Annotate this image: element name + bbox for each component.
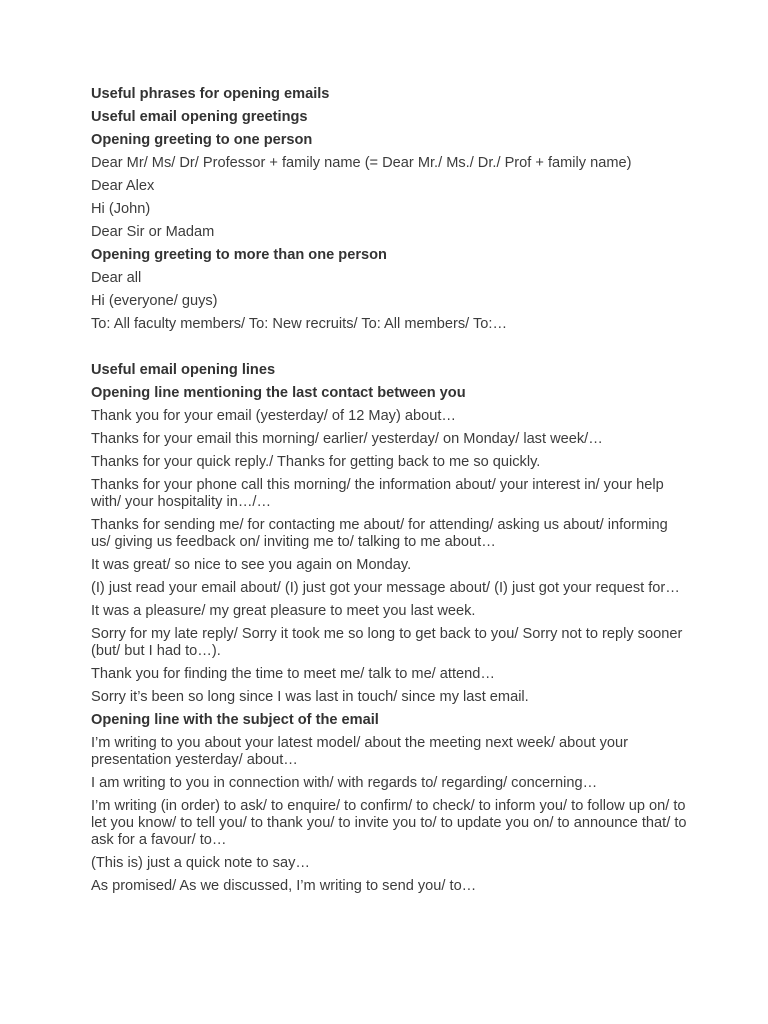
- phrase-item: I am writing to you in connection with/ with regards to/ regarding/ concerning…: [91, 775, 598, 791]
- section-heading-opening-lines: Useful email opening lines: [91, 362, 276, 378]
- phrase-item: Thanks for your phone call this morning/ the information about/ your interest in/ your help with/ your hospitality in…/…: [91, 477, 664, 510]
- phrase-item: Thanks for your email this morning/ earlier/ yesterday/ on Monday/ last week/…: [91, 431, 603, 447]
- phrase-item: Thanks for sending me/ for contacting me about/ for attending/ asking us about/ informing us/ giving us feedback on/ inviting me to/ talking to me about…: [91, 517, 668, 550]
- phrase-item: (This is) just a quick note to say…: [91, 855, 310, 871]
- phrase-item: I’m writing (in order) to ask/ to enquire/ to confirm/ to check/ to inform you/ to follow up on/ to let you know/ to tell you/ to thank you/ to invite you to/ to update you on/ to announce that/ to ask for a favour/ to…: [91, 798, 687, 848]
- phrase-item: It was a pleasure/ my great pleasure to meet you last week.: [91, 603, 476, 619]
- phrase-item: Dear Sir or Madam: [91, 224, 215, 240]
- section-heading-greetings: Useful email opening greetings: [91, 109, 308, 125]
- phrase-item: I’m writing to you about your latest model/ about the meeting next week/ about your presentation yesterday/ about…: [91, 735, 629, 768]
- subheading-subject: Opening line with the subject of the email: [91, 712, 379, 728]
- subheading-more-than-one: Opening greeting to more than one person: [91, 247, 387, 263]
- phrase-item: Dear all: [91, 270, 142, 286]
- document-title: Useful phrases for opening emails: [91, 86, 330, 102]
- phrase-item: As promised/ As we discussed, I’m writing to send you/ to…: [91, 878, 477, 894]
- phrase-item: To: All faculty members/ To: New recruits/ To: All members/ To:…: [91, 316, 508, 332]
- phrase-item: Dear Mr/ Ms/ Dr/ Professor + family name (= Dear Mr./ Ms./ Dr./ Prof + family name): [91, 155, 632, 171]
- phrase-item: It was great/ so nice to see you again on Monday.: [91, 557, 412, 573]
- subheading-one-person: Opening greeting to one person: [91, 132, 313, 148]
- phrase-item: Hi (John): [91, 201, 151, 217]
- section-spacer: [91, 339, 691, 362]
- phrase-item: Dear Alex: [91, 178, 155, 194]
- phrase-item: Thank you for finding the time to meet me/ talk to me/ attend…: [91, 666, 495, 682]
- subheading-last-contact: Opening line mentioning the last contact between you: [91, 385, 466, 401]
- phrase-item: (I) just read your email about/ (I) just got your message about/ (I) just got your request for…: [91, 580, 680, 596]
- phrase-item: Thank you for your email (yesterday/ of 12 May) about…: [91, 408, 457, 424]
- phrase-item: Sorry it’s been so long since I was last in touch/ since my last email.: [91, 689, 529, 705]
- phrase-item: Thanks for your quick reply./ Thanks for getting back to me so quickly.: [91, 454, 541, 470]
- phrase-item: Sorry for my late reply/ Sorry it took me so long to get back to you/ Sorry not to reply sooner (but/ but I had to…).: [91, 626, 683, 659]
- document-body: [91, 86, 691, 901]
- phrase-item: Hi (everyone/ guys): [91, 293, 218, 309]
